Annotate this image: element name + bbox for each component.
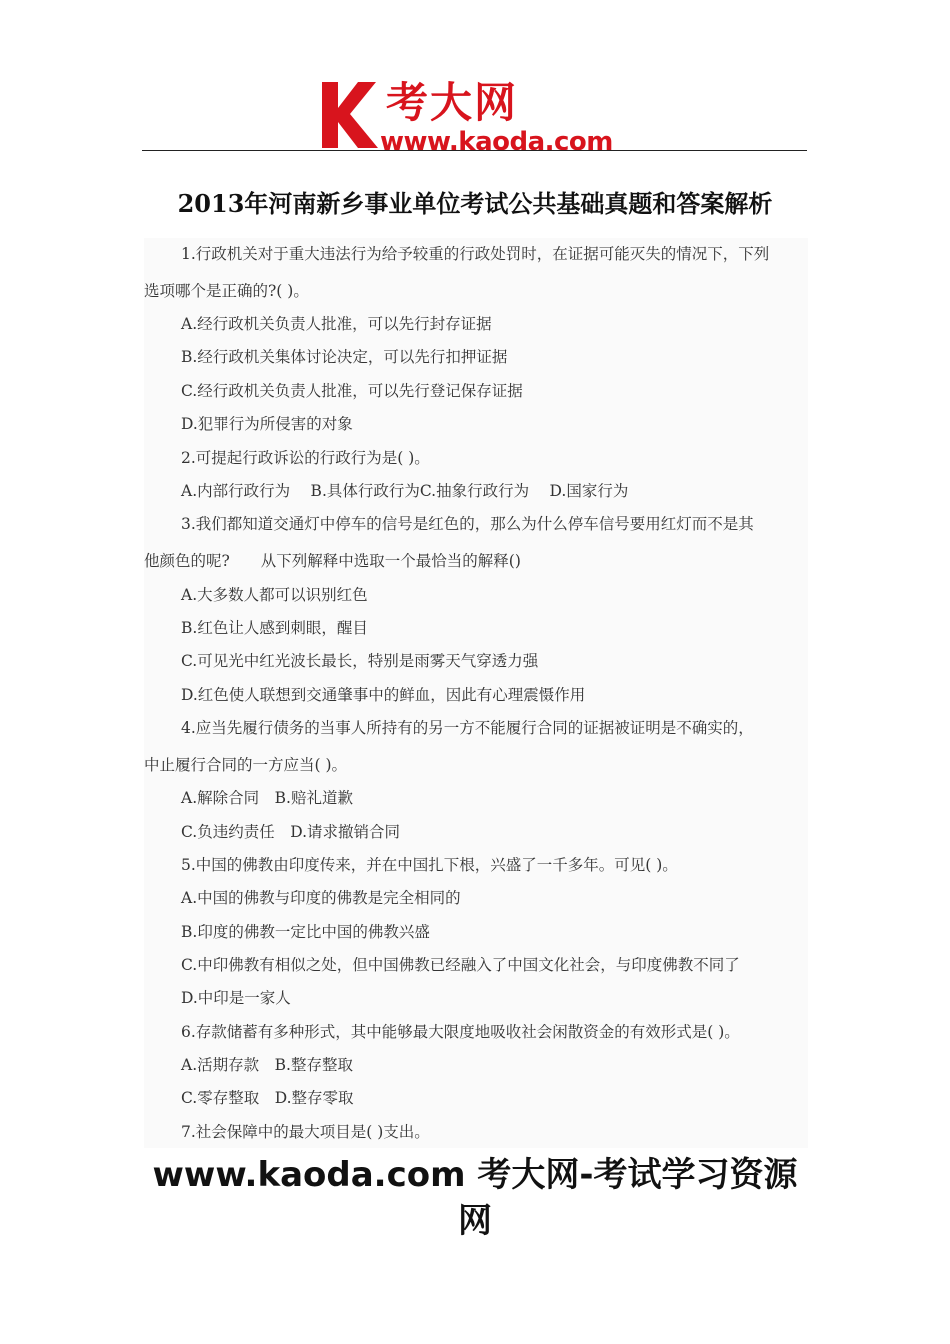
text-line: 2.可提起行政诉讼的行政行为是( )。 xyxy=(181,449,430,467)
site-footer xyxy=(0,1152,950,1244)
footer-line-2: 网 xyxy=(458,1201,492,1241)
text-line: D.犯罪行为所侵害的对象 xyxy=(181,415,353,433)
text-line: 4.应当先履行债务的当事人所持有的另一方不能履行合同的证据被证明是不确实的， xyxy=(181,719,754,737)
text-line: A.解除合同 B.赔礼道歉 xyxy=(181,789,353,807)
text-line: A.中国的佛教与印度的佛教是完全相同的 xyxy=(181,889,461,907)
text-line: C.中印佛教有相似之处，但中国佛教已经融入了中国文化社会，与印度佛教不同了 xyxy=(181,956,740,974)
text-line: 3.我们都知道交通灯中停车的信号是红色的，那么为什么停车信号要用红灯而不是其 xyxy=(181,515,754,533)
text-line: B.印度的佛教一定比中国的佛教兴盛 xyxy=(181,923,430,941)
text-line: A.经行政机关负责人批准，可以先行封存证据 xyxy=(181,315,492,333)
header-divider xyxy=(142,150,807,151)
text-line: 中止履行合同的一方应当( )。 xyxy=(144,756,348,774)
logo-name: 考大网 xyxy=(386,78,519,127)
page-title: 2013年河南新乡事业单位考试公共基础真题和答案解析 xyxy=(177,189,773,218)
text-line: C.负违约责任 D.请求撤销合同 xyxy=(181,823,401,841)
text-line: A.大多数人都可以识别红色 xyxy=(181,586,368,604)
text-line: C.零存整取 D.整存零取 xyxy=(181,1089,354,1107)
logo-url: www.kaoda.com xyxy=(380,127,613,157)
text-line: B.红色让人感到刺眼，醒目 xyxy=(181,619,368,637)
text-line: 6.存款储蓄有多种形式，其中能够最大限度地吸收社会闲散资金的有效形式是( )。 xyxy=(181,1023,740,1041)
text-line: 5.中国的佛教由印度传来，并在中国扎下根，兴盛了一千多年。可见( )。 xyxy=(181,856,678,874)
text-line: A.内部行政行为 B.具体行政行为C.抽象行政行为 D.国家行为 xyxy=(181,482,629,500)
text-line: A.活期存款 B.整存整取 xyxy=(181,1056,353,1074)
text-line: 7.社会保障中的最大项目是( )支出。 xyxy=(181,1123,430,1141)
kaoda-logo xyxy=(318,78,638,156)
text-line: 他颜色的呢? 从下列解释中选取一个最恰当的解释() xyxy=(144,552,521,570)
footer-line-1: www.kaoda.com 考大网-考试学习资源 xyxy=(152,1155,798,1195)
text-line: C.经行政机关负责人批准，可以先行登记保存证据 xyxy=(181,382,523,400)
question-body xyxy=(144,238,808,1148)
text-line: D.中印是一家人 xyxy=(181,989,291,1007)
k-logo-icon xyxy=(318,78,378,148)
text-line: 1.行政机关对于重大违法行为给予较重的行政处罚时，在证据可能灭失的情况下，下列 xyxy=(181,245,770,263)
text-line: D.红色使人联想到交通肇事中的鲜血，因此有心理震慑作用 xyxy=(181,686,586,704)
text-line: 选项哪个是正确的?( )。 xyxy=(144,282,309,300)
text-line: B.经行政机关集体讨论决定，可以先行扣押证据 xyxy=(181,348,508,366)
text-line: C.可见光中红光波长最长，特别是雨雾天气穿透力强 xyxy=(181,652,539,670)
